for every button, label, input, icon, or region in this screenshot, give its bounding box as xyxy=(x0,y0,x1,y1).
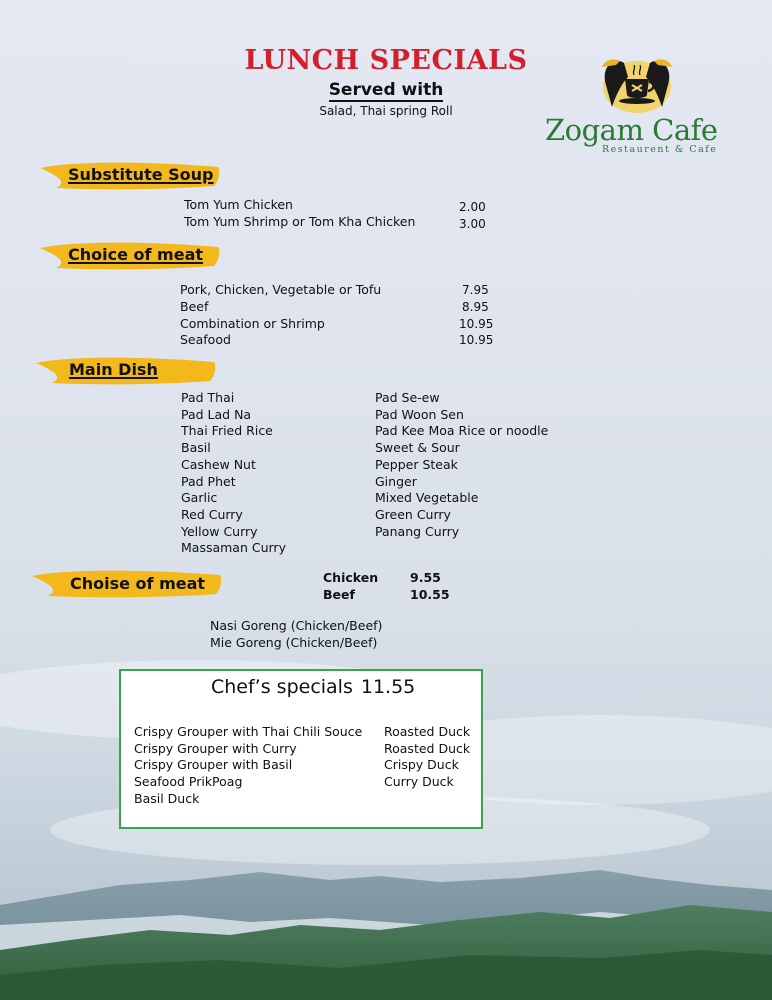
meat-item-price: 8.95 xyxy=(462,300,489,314)
soup-item-price: 3.00 xyxy=(459,217,486,231)
main-dish-item: Garlic xyxy=(181,490,218,506)
main-dish-item: Basil xyxy=(181,440,211,456)
page-title: LUNCH SPECIALS xyxy=(244,45,528,76)
main-dish-item: Yellow Curry xyxy=(181,523,258,539)
chefs-specials-right-column xyxy=(384,724,470,791)
served-with-label: Served with xyxy=(328,80,444,100)
meat-item-name: Beef xyxy=(180,299,209,314)
main-dish-item: Panang Curry xyxy=(375,523,460,539)
meat-item-name: Combination or Shrimp xyxy=(180,316,325,331)
cafe-tagline: Restaurent & Cafe xyxy=(602,144,718,155)
main-dish-left-column xyxy=(181,390,286,557)
main-dish-item: Pad Kee Moa Rice or noodle xyxy=(375,423,549,439)
main-dish-item: Pepper Steak xyxy=(375,456,458,472)
served-with-sides: Salad, Thai spring Roll xyxy=(319,104,453,118)
chefs-special-item: Roasted Duck xyxy=(384,740,471,756)
cafe-logo xyxy=(540,55,730,160)
meat-item-price: 10.95 xyxy=(459,317,494,331)
choise-of-meat-heading: Choise of meat xyxy=(70,574,206,593)
meat-option-price: 9.55 xyxy=(410,570,441,585)
chefs-special-item: Seafood PrikPoag xyxy=(134,774,243,790)
chefs-special-item: Crispy Duck xyxy=(384,757,459,773)
main-dish-item: Cashew Nut xyxy=(181,456,256,472)
main-dish-item: Sweet & Sour xyxy=(375,440,460,456)
main-dish-item: Massaman Curry xyxy=(181,540,286,556)
hornbill-birds-coffee-cup-icon xyxy=(592,55,682,117)
main-dish-item: Mixed Vegetable xyxy=(375,490,479,506)
main-dish-item: Thai Fried Rice xyxy=(181,423,273,439)
chefs-special-item: Roasted Duck xyxy=(384,724,471,739)
meat-item-price: 10.95 xyxy=(459,333,494,347)
meat-item-name: Pork, Chicken, Vegetable or Tofu xyxy=(180,282,382,297)
chefs-special-item: Basil Duck xyxy=(134,790,200,806)
chefs-specials-left-column xyxy=(134,724,362,808)
main-dish-item: Pad Woon Sen xyxy=(375,406,464,422)
extra-dish-item: Mie Goreng (Chicken/Beef) xyxy=(210,635,378,650)
chefs-special-item: Crispy Grouper with Curry xyxy=(134,740,297,756)
choice-of-meat-banner xyxy=(38,238,223,272)
main-dish-item: Green Curry xyxy=(375,506,451,522)
substitute-soup-banner xyxy=(38,158,223,192)
soup-item-name: Tom Yum Chicken xyxy=(184,197,293,212)
main-dish-item: Pad Lad Na xyxy=(181,406,252,422)
chefs-specials-box xyxy=(119,669,483,829)
chefs-specials-label: Chef’s specials xyxy=(211,676,353,698)
chefs-special-item: Curry Duck xyxy=(384,774,454,790)
chefs-specials-title xyxy=(211,676,415,698)
meat-option-name: Chicken xyxy=(323,570,379,585)
substitute-soup-heading: Substitute Soup xyxy=(68,165,214,184)
chefs-special-item: Crispy Grouper with Thai Chili Souce xyxy=(134,724,363,739)
main-dish-item: Ginger xyxy=(375,473,417,489)
choice-of-meat-heading: Choice of meat xyxy=(68,245,204,264)
soup-item-price: 2.00 xyxy=(459,200,486,214)
main-dish-item: Red Curry xyxy=(181,506,243,522)
soup-item-name: Tom Yum Shrimp or Tom Kha Chicken xyxy=(184,214,416,229)
chefs-special-item: Crispy Grouper with Basil xyxy=(134,757,293,773)
main-dish-item: Pad Phet xyxy=(181,473,236,489)
main-dish-banner xyxy=(34,353,219,387)
main-dish-heading: Main Dish xyxy=(69,360,158,379)
extra-dish-item: Nasi Goreng (Chicken/Beef) xyxy=(210,618,383,633)
main-dish-right-column xyxy=(375,390,548,540)
main-dish-item: Pad Se-ew xyxy=(375,390,440,405)
chefs-specials-price: 11.55 xyxy=(360,676,416,698)
meat-item-price: 7.95 xyxy=(462,283,489,297)
choise-of-meat-banner xyxy=(30,566,215,600)
main-dish-item: Pad Thai xyxy=(181,390,235,405)
cafe-name: Zogam Cafe xyxy=(545,113,718,147)
meat-option-price: 10.55 xyxy=(410,587,450,602)
meat-item-name: Seafood xyxy=(180,332,231,347)
meat-option-name: Beef xyxy=(323,587,355,602)
